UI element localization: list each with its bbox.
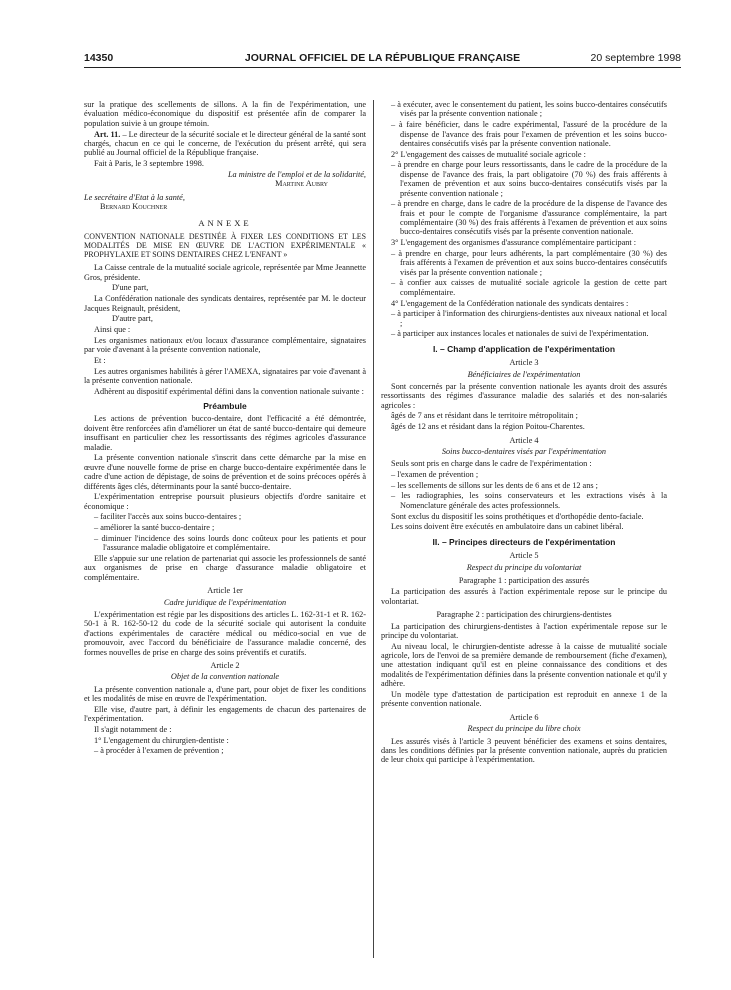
paragraph: Elle vise, d'autre part, à définir les engagements de chacun des partenaires de l'expérimentation.: [84, 704, 366, 724]
section-heading: II. – Principes directeurs de l'expérimentation: [432, 536, 616, 547]
article-subtitle: Soins bucco-dentaires visés par l'expérimentation: [441, 446, 607, 456]
paragraph-heading: Paragraphe 1 : participation des assurés: [458, 575, 590, 585]
article-subtitle: Respect du principe du libre choix: [467, 724, 581, 734]
paragraph: 1° L'engagement du chirurgien-dentiste :: [94, 735, 229, 745]
paragraph: Et :: [94, 355, 106, 365]
list-item: – diminuer l'incidence des soins lourds donc coûteux pour les patients et pour l'assurance maladie obligatoire et complémentaire.: [94, 533, 366, 553]
list-item: âgés de 12 ans et résidant dans la région Poitou-Charentes.: [391, 422, 585, 432]
signature-secretary-title: Le secrétaire d'Etat à la santé,: [84, 192, 185, 202]
list-item: – à prendre en charge pour leurs ressortissants, dans le cadre de la procédure de la dispense de l'avance des frais, la part obligatoire (70 %) des frais afférents à l'examen de prévention et aux soins bucco-dentaires consécutifs visés par la présente convention nationale ;: [391, 160, 667, 198]
article-heading: Article 3: [509, 358, 539, 368]
paragraph: Seuls sont pris en charge dans le cadre de l'expérimentation :: [391, 459, 592, 469]
page-header: [84, 52, 681, 66]
list-item: – à procéder à l'examen de prévention ;: [94, 746, 224, 756]
paragraph: L'expérimentation est régie par les dispositions des articles L. 162-31-1 et R. 162-50-1 à R. 162-50-12 du code de la sécurité sociale qui autorisent la conduite d'actions expérimentales de caractère médical ou médico-social en vue de promouvoir, avec l'accord du bénéficiaire de l'assurance maladie concerné, des formes nouvelles de prise en charge des soins préventifs et curatifs.: [84, 609, 366, 657]
paragraph: Les autres organismes habilités à gérer l'AMEXA, signataires par voie d'avenant à la présente convention nationale.: [84, 366, 366, 385]
signature-minister-name: Martine Aubry: [275, 179, 328, 189]
article-subtitle: Bénéficiaires de l'expérimentation: [467, 369, 581, 379]
section-heading: I. – Champ d'application de l'expérimentation: [432, 343, 616, 354]
list-item: – faciliter l'accès aux soins bucco-dentaires ;: [94, 512, 242, 522]
list-item: – les scellements de sillons sur les dents de 6 ans et de 12 ans ;: [391, 480, 598, 490]
paragraph: Les assurés visés à l'article 3 peuvent bénéficier des examens et soins dentaires, dans les conditions définies par la présente convention nationale, auprès du praticien de leur choix qui participe à l'expérimentation.: [381, 736, 667, 765]
page-number: 14350: [84, 52, 114, 64]
list-item: – à participer à l'information des chirurgiens-dentistes aux niveaux national et local ;: [391, 309, 667, 328]
left-column: [84, 100, 366, 757]
article-heading: Article 5: [509, 551, 539, 561]
article-subtitle: Objet de la convention nationale: [170, 672, 280, 682]
paragraph: Un modèle type d'attestation de participation est reproduit en annexe 1 de la présente convention nationale.: [381, 689, 667, 709]
paragraph: Sont exclus du dispositif les soins prothétiques et d'orthopédie dento-faciale.: [391, 511, 644, 521]
list-item: – l'examen de prévention ;: [391, 470, 479, 480]
paragraph: Les actions de prévention bucco-dentaire, dont l'efficacité a été démontrée, doivent être renforcées afin d'améliorer un état de santé bucco-dentaire qui demeure insuffisant en particulier chez les ressortissants des régimes agricoles d'assurance maladie.: [84, 414, 366, 452]
paragraph: La présente convention nationale a, d'une part, pour objet de fixer les conditions et les modalités de mise en œuvre de l'expérimentation.: [84, 684, 366, 704]
list-item: – à exécuter, avec le consentement du patient, les soins bucco-dentaires consécutifs visés par la présente convention nationale ;: [391, 100, 667, 119]
convention-title: CONVENTION NATIONALE DESTINÉE À FIXER LES CONDITIONS ET LES MODALITÉS DE MISE EN ŒUVRE DE L'ACTION EXPÉRIMENTALE « PROPHYLAXIE ET SOINS DENTAIRES CHEZ L'ENFANT »: [84, 231, 366, 260]
list-item: – les radiographies, les soins conservateurs et les extractions visés à la Nomenclature générale des actes professionnels.: [391, 491, 667, 510]
column-divider: [373, 100, 374, 958]
paragraph: Les organismes nationaux et/ou locaux d'assurance complémentaire, signataires par voie d'avenant à la présente convention nationale,: [84, 335, 366, 355]
paragraph: La Confédération nationale des syndicats dentaires, représentée par M. le docteur Jacques Reignault, président,: [84, 294, 366, 313]
paragraph: 4° L'engagement de la Confédération nationale des syndicats dentaires :: [391, 298, 629, 308]
paragraph: Adhèrent au dispositif expérimental défini dans la convention nationale suivante :: [94, 386, 364, 396]
article-heading: Article 1er: [207, 586, 243, 596]
paragraph: 3° L'engagement des organismes d'assurance complémentaire participant :: [391, 238, 637, 248]
article-11: [84, 130, 366, 158]
list-item: – à faire bénéficier, dans le cadre expérimental, l'assuré de la procédure de la dispense de l'avance des frais pour l'examen de prévention et les soins bucco-dentaires consécutifs visés par la présente convention nationale.: [391, 120, 667, 148]
paragraph: La participation des chirurgiens-dentistes à l'action expérimentale repose sur le principe du volontariat.: [381, 621, 667, 640]
annexe-heading: ANNEXE: [198, 218, 252, 229]
fait-a-paris: Fait à Paris, le 3 septembre 1998.: [94, 159, 204, 169]
article-11-text: – Le directeur de la sécurité sociale et le directeur général de la santé sont chargés, chacun en ce qui le concerne, de l'exécution du présent arrêté, qui sera publié au Journal officiel de la République française.: [84, 129, 366, 158]
signature-minister-title: La ministre de l'emploi et de la solidarité,: [227, 169, 366, 179]
paragraph: Sont concernés par la présente convention nationale les ayants droit des assurés ressortissants des régimes d'assurance maladie des salariés et des non-salariés agricoles :: [381, 381, 667, 410]
paragraph: Elle s'appuie sur une relation de partenariat qui associe les professionnels de santé aux organismes de prise en charge d'assurance maladie obligatoire et complémentaire.: [84, 553, 366, 582]
article-11-label: Art. 11.: [94, 129, 121, 139]
paragraph: L'expérimentation entreprise poursuit plusieurs objectifs d'ordre sanitaire et économique :: [84, 492, 366, 511]
paragraph: La présente convention nationale s'inscrit dans cette démarche par la mise en œuvre d'une nouvelle forme de prise en charge bucco-dentaire expérimentée dans le cadre d'une action de dépistage, de soins de prévention et de soins précoces opérés à différents âges clés, déterminants pour la santé bucco-dentaire.: [84, 453, 366, 491]
paragraph: La Caisse centrale de la mutualité sociale agricole, représentée par Mme Jeannette Gros, présidente.: [84, 263, 366, 282]
paragraph: sur la pratique des scellements de sillons. A la fin de l'expérimentation, une évaluation médico-économique du dispositif est présentée afin de comparer la population suivie à un groupe témoin.: [84, 100, 366, 128]
list-item: – à prendre en charge, dans le cadre de la procédure de la dispense de l'avance des frais et pour le compte de l'organisme d'assurance complémentaire, la part complémentaire (30 %) des frais afférents à l'examen de prévention et aux soins bucco-dentaires consécutifs visés par la présente convention nationale.: [391, 199, 667, 237]
preambule-heading: Préambule: [203, 401, 247, 412]
right-column: [381, 100, 667, 766]
article-subtitle: Respect du principe du volontariat: [466, 562, 582, 572]
header-rule: [84, 67, 681, 68]
list-item: âgés de 7 ans et résidant dans le territoire métropolitain ;: [391, 411, 578, 421]
paragraph: Il s'agit notamment de :: [94, 725, 172, 734]
journal-title: JOURNAL OFFICIEL DE LA RÉPUBLIQUE FRANÇAISE: [244, 52, 521, 64]
article-heading: Article 6: [509, 712, 539, 722]
signature-secretary-name: Bernard Kouchner: [100, 201, 168, 211]
article-subtitle: Cadre juridique de l'expérimentation: [163, 597, 287, 607]
paragraph: D'autre part,: [112, 314, 153, 324]
paragraph: Ainsi que :: [94, 325, 131, 334]
list-item: – améliorer la santé bucco-dentaire ;: [94, 523, 215, 533]
article-heading: Article 2: [210, 660, 240, 670]
paragraph: D'une part,: [112, 283, 149, 293]
paragraph-heading: Paragraphe 2 : participation des chirurgiens-dentistes: [436, 610, 612, 620]
list-item: – à participer aux instances locales et nationales de suivi de l'expérimentation.: [391, 329, 649, 339]
list-item: – à prendre en charge, pour leurs adhérents, la part complémentaire (30 %) des frais afférents à l'examen de prévention et aux soins bucco-dentaires consécutifs visés par la présente convention nationale ;: [391, 248, 667, 277]
issue-date: 20 septembre 1998: [590, 52, 681, 64]
paragraph: 2° L'engagement des caisses de mutualité sociale agricole :: [391, 149, 586, 159]
paragraph: La participation des assurés à l'action expérimentale repose sur le principe du volontariat.: [381, 587, 667, 606]
paragraph: Les soins doivent être exécutés en ambulatoire dans un cabinet libéral.: [391, 522, 624, 532]
list-item: – à confier aux caisses de mutualité sociale agricole la gestion de cette part complémentaire.: [391, 278, 667, 297]
article-heading: Article 4: [509, 435, 539, 445]
paragraph: Au niveau local, le chirurgien-dentiste adresse à la caisse de mutualité sociale agricole, lors de l'envoi de sa première demande de remboursement (fiche d'examen), une attestation indiquant qu'il est en pleine connaissance des conditions et des modalités de l'expérimentation définies dans la présente convention nationale et qu'il y adhère.: [381, 641, 667, 689]
